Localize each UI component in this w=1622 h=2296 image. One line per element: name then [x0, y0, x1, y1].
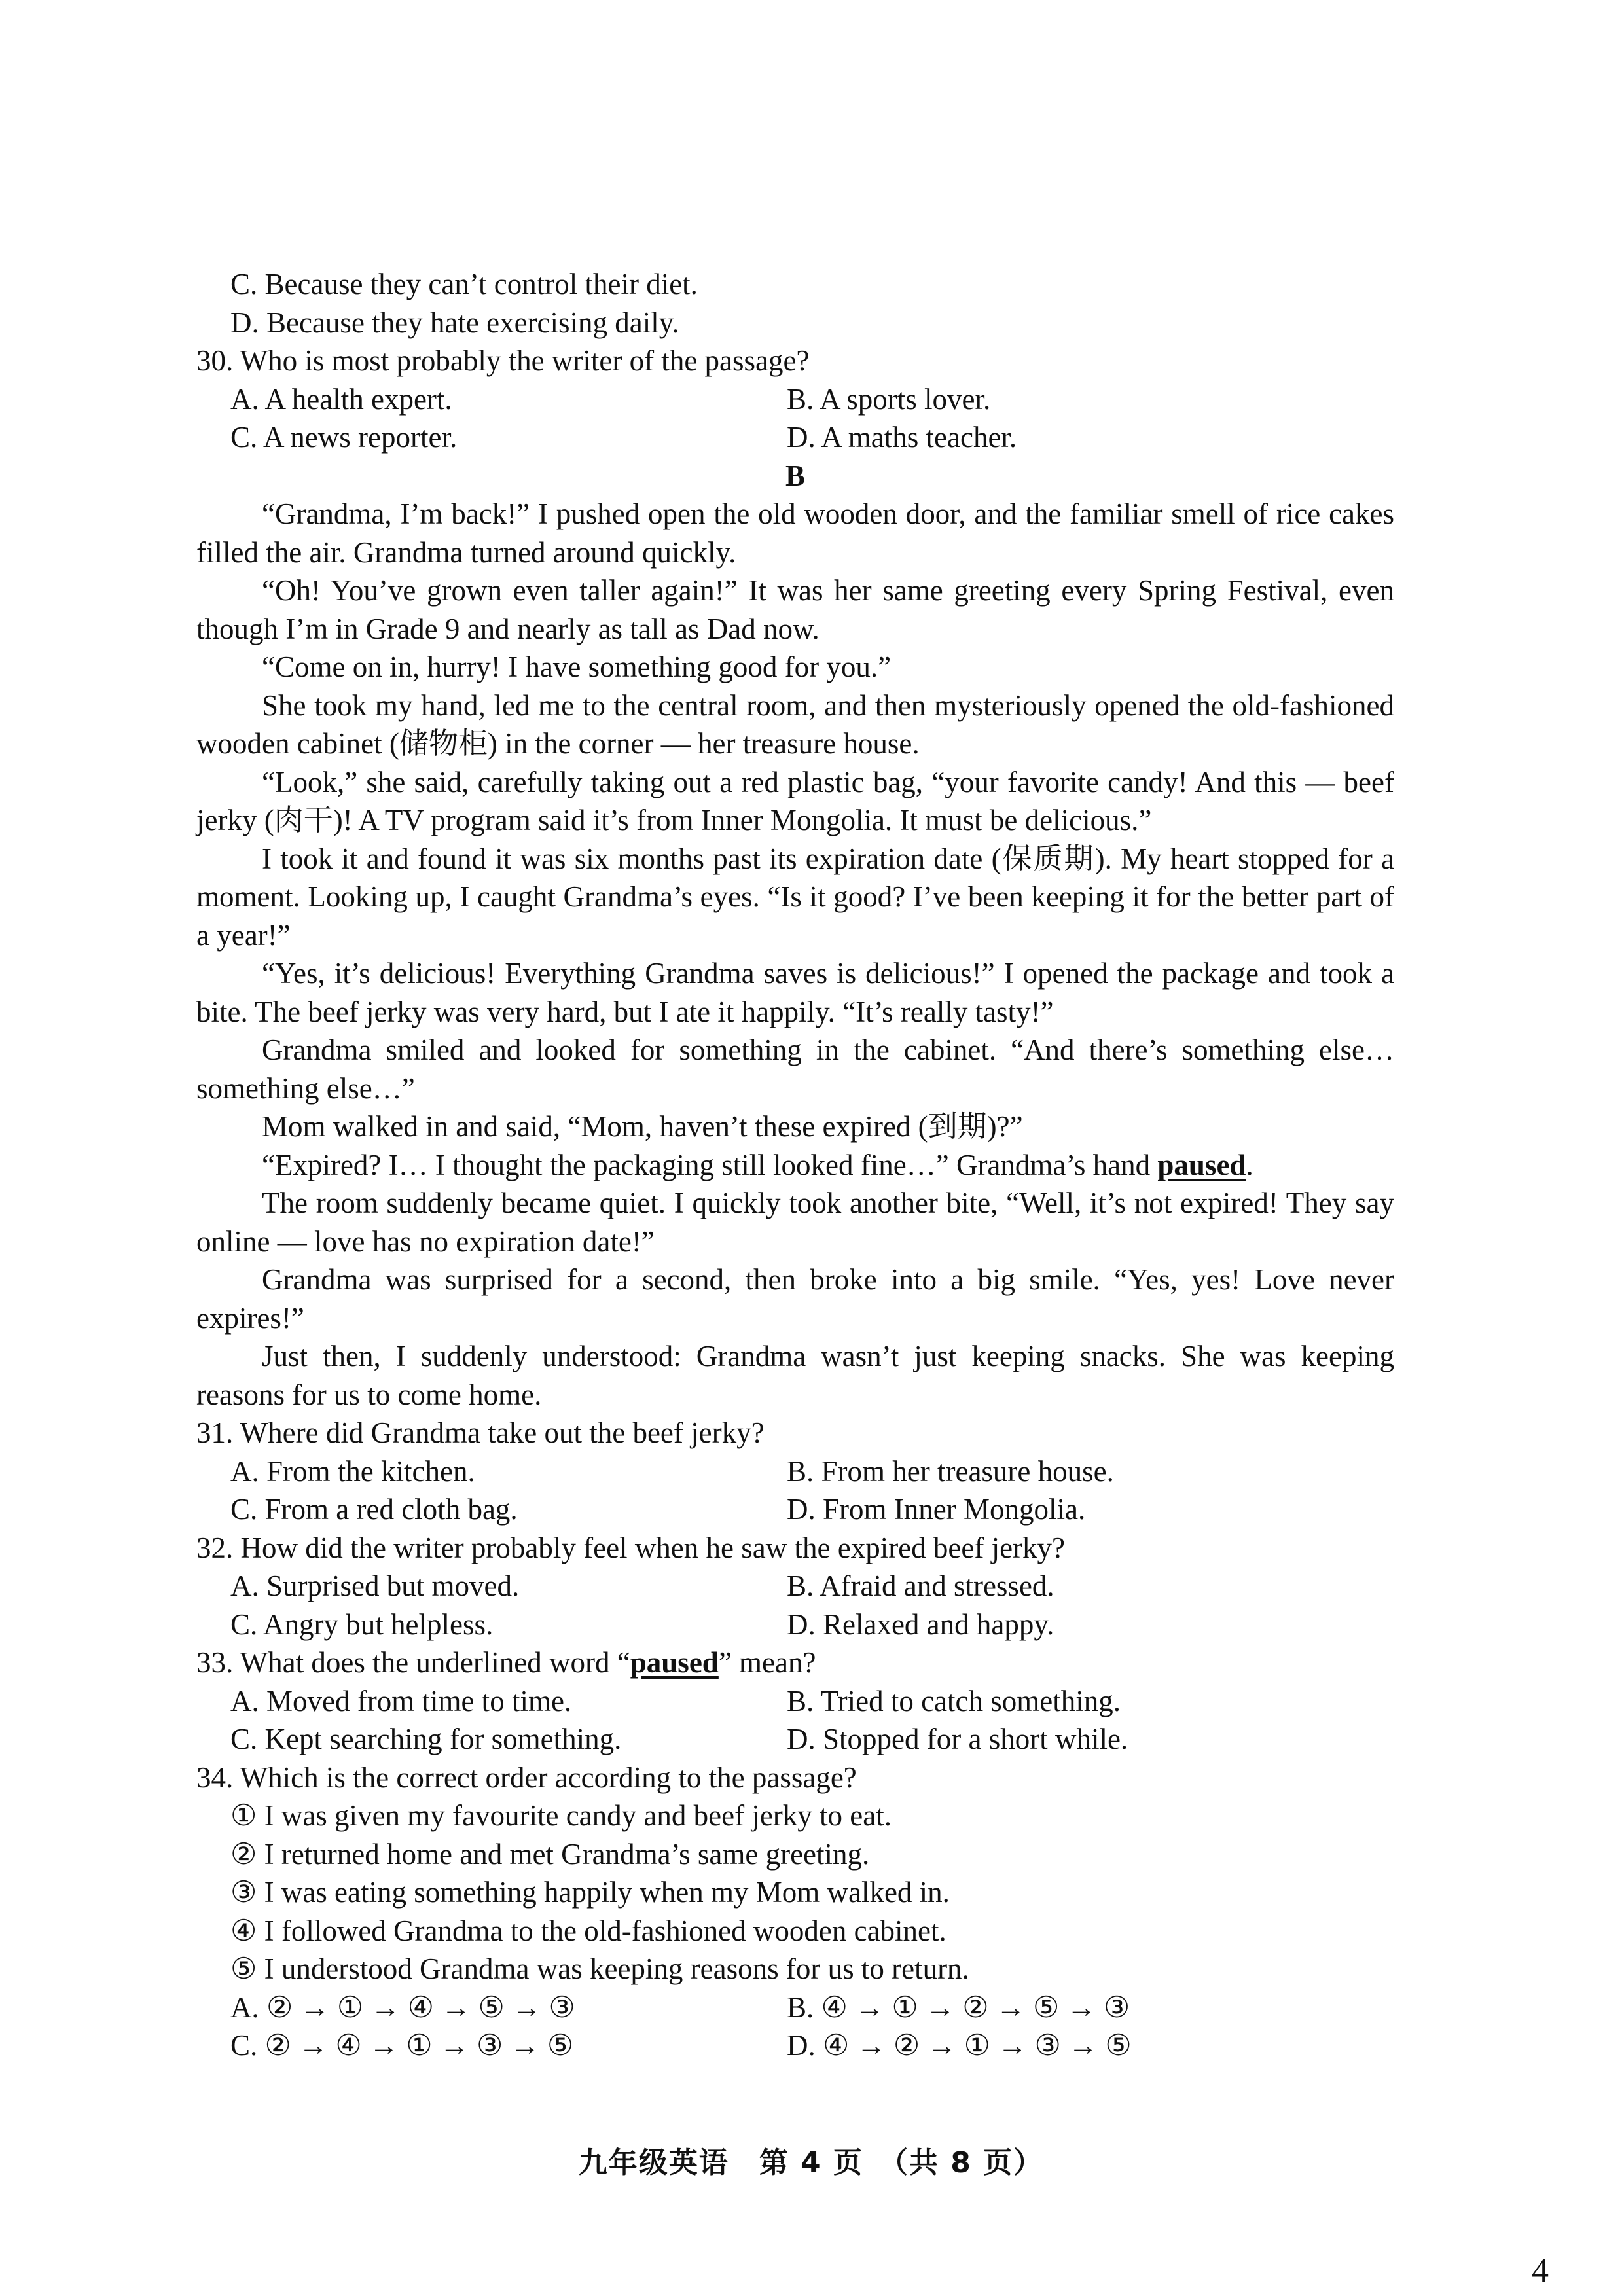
passage-b [196, 495, 1394, 1414]
q34-event-4: ④ I followed Grandma to the old-fashioned wooden cabinet. [230, 1914, 946, 1947]
passage-paragraph: “Grandma, I’m back!” I pushed open the old wooden door, and the familiar smell of rice cakes filled the air. Grandma turned around quickly. [196, 497, 1394, 569]
passage-paragraph: Grandma was surprised for a second, then broke into a big smile. “Yes, yes! Love never expires!” [196, 1263, 1394, 1335]
q33-stem-end: ” mean? [718, 1646, 816, 1679]
q31-option-a: A. From the kitchen. [230, 1454, 475, 1488]
q30-options-row-2 [196, 418, 1394, 457]
q32-option-c: C. Angry but helpless. [230, 1607, 494, 1641]
q32-option-b: B. Afraid and stressed. [787, 1570, 1054, 1602]
passage-paragraph: “Look,” she said, carefully taking out a red plastic bag, “your favorite candy! And this — beef jerky (肉干)! A TV program said it’s from Inner Mongolia. It must be delicious.” [196, 765, 1394, 836]
q33-stem [196, 1643, 1394, 1682]
q34-event-1: ① I was given my favourite candy and beef jerky to eat. [230, 1799, 892, 1832]
passage-paragraph: The room suddenly became quiet. I quickly took another bite, “Well, it’s not expired! They say online — love has no expiration date!” [196, 1187, 1394, 1258]
q32-options-row-2 [196, 1605, 1394, 1644]
page-footer: 九年级英语 第 4 页 （共 8 页） [578, 2146, 1044, 2179]
underlined-word-paused: paused [1157, 1148, 1246, 1181]
paused-paragraph-end: . [1246, 1148, 1253, 1181]
q31-options-row-2 [196, 1490, 1394, 1529]
q30-option-d: D. A maths teacher. [787, 421, 1017, 454]
q34-options-row-2 [196, 2026, 1394, 2065]
q34-event-3: ③ I was eating something happily when my Mom walked in. [230, 1876, 950, 1909]
q30-options-row-1 [196, 380, 1394, 419]
q30-stem: 30. Who is most probably the writer of the passage? [196, 344, 810, 377]
q30-option-b: B. A sports lover. [787, 382, 991, 416]
passage-paragraph-paused [196, 1146, 1394, 1185]
section-b-heading: B [785, 459, 805, 492]
q33-option-a: A. Moved from time to time. [230, 1684, 572, 1717]
q34-event-2: ② I returned home and met Grandma’s same greeting. [230, 1837, 870, 1871]
exam-page [196, 265, 1394, 2065]
q30-option-c: C. A news reporter. [230, 421, 458, 454]
q29-option-c: C. Because they can’t control their diet. [230, 268, 698, 300]
q31-options-row-1 [196, 1452, 1394, 1491]
q34-option-d: D. ④ → ② → ① → ③ → ⑤ [787, 2029, 1132, 2062]
q34-option-b: B. ④ → ① → ② → ⑤ → ③ [787, 1990, 1130, 2024]
q34-stem: 34. Which is the correct order according to the passage? [196, 1761, 857, 1794]
passage-paragraph: She took my hand, led me to the central room, and then mysteriously opened the old-fashioned wooden cabinet (储物柜) in the corner — her treasure house. [196, 689, 1394, 760]
q34-option-a: A. ② → ① → ④ → ⑤ → ③ [230, 1990, 575, 2024]
q33-option-d: D. Stopped for a short while. [787, 1723, 1128, 1755]
q31-stem: 31. Where did Grandma take out the beef jerky? [196, 1416, 765, 1449]
q32-option-a: A. Surprised but moved. [230, 1570, 520, 1602]
passage-paragraph: “Come on in, hurry! I have something good for you.” [262, 651, 892, 683]
passage-paragraph: “Yes, it’s delicious! Everything Grandma saves is delicious!” I opened the package and took a bite. The beef jerky was very hard, but I ate it happily. “It’s really tasty!” [196, 957, 1394, 1028]
q31-option-d: D. From Inner Mongolia. [787, 1493, 1086, 1526]
passage-paragraph: I took it and found it was six months past its expiration date (保质期). My heart stopped for a moment. Looking up, I caught Grandma’s eyes. “Is it good? I’ve been keeping it for the better part of a year!” [196, 842, 1394, 952]
q32-stem: 32. How did the writer probably feel when he saw the expired beef jerky? [196, 1531, 1066, 1564]
q33-option-c: C. Kept searching for something. [230, 1723, 622, 1755]
q31-option-c: C. From a red cloth bag. [230, 1493, 518, 1526]
q32-option-d: D. Relaxed and happy. [787, 1607, 1054, 1641]
passage-paragraph: Grandma smiled and looked for something in the cabinet. “And there’s something else… something else…” [196, 1033, 1394, 1105]
page-number: 4 [1532, 2252, 1549, 2289]
passage-paragraph: Mom walked in and said, “Mom, haven’t these expired (到期)?” [262, 1110, 1023, 1143]
q33-options-row-2 [196, 1720, 1394, 1759]
q33-options-row-1 [196, 1682, 1394, 1721]
q34-options-row-1 [196, 1988, 1394, 2027]
paused-paragraph-text: “Expired? I… I thought the packaging still looked fine…” Grandma’s hand [262, 1148, 1158, 1181]
q33-underlined-word: paused [630, 1646, 719, 1679]
q33-option-b: B. Tried to catch something. [787, 1684, 1121, 1717]
q31-option-b: B. From her treasure house. [787, 1454, 1114, 1488]
q30-option-a: A. A health expert. [230, 382, 452, 416]
q34-event-5: ⑤ I understood Grandma was keeping reasons for us to return. [230, 1952, 969, 1985]
q33-stem-text: 33. What does the underlined word “ [196, 1646, 630, 1679]
passage-paragraph: “Oh! You’ve grown even taller again!” It was her same greeting every Spring Festival, even though I’m in Grade 9 and nearly as tall as Dad now. [196, 574, 1394, 645]
q32-options-row-1 [196, 1567, 1394, 1605]
q29-option-d: D. Because they hate exercising daily. [230, 306, 679, 339]
passage-paragraph: Just then, I suddenly understood: Grandma wasn’t just keeping snacks. She was keeping reasons for us to come home. [196, 1340, 1394, 1411]
q34-option-c: C. ② → ④ → ① → ③ → ⑤ [230, 2029, 574, 2062]
